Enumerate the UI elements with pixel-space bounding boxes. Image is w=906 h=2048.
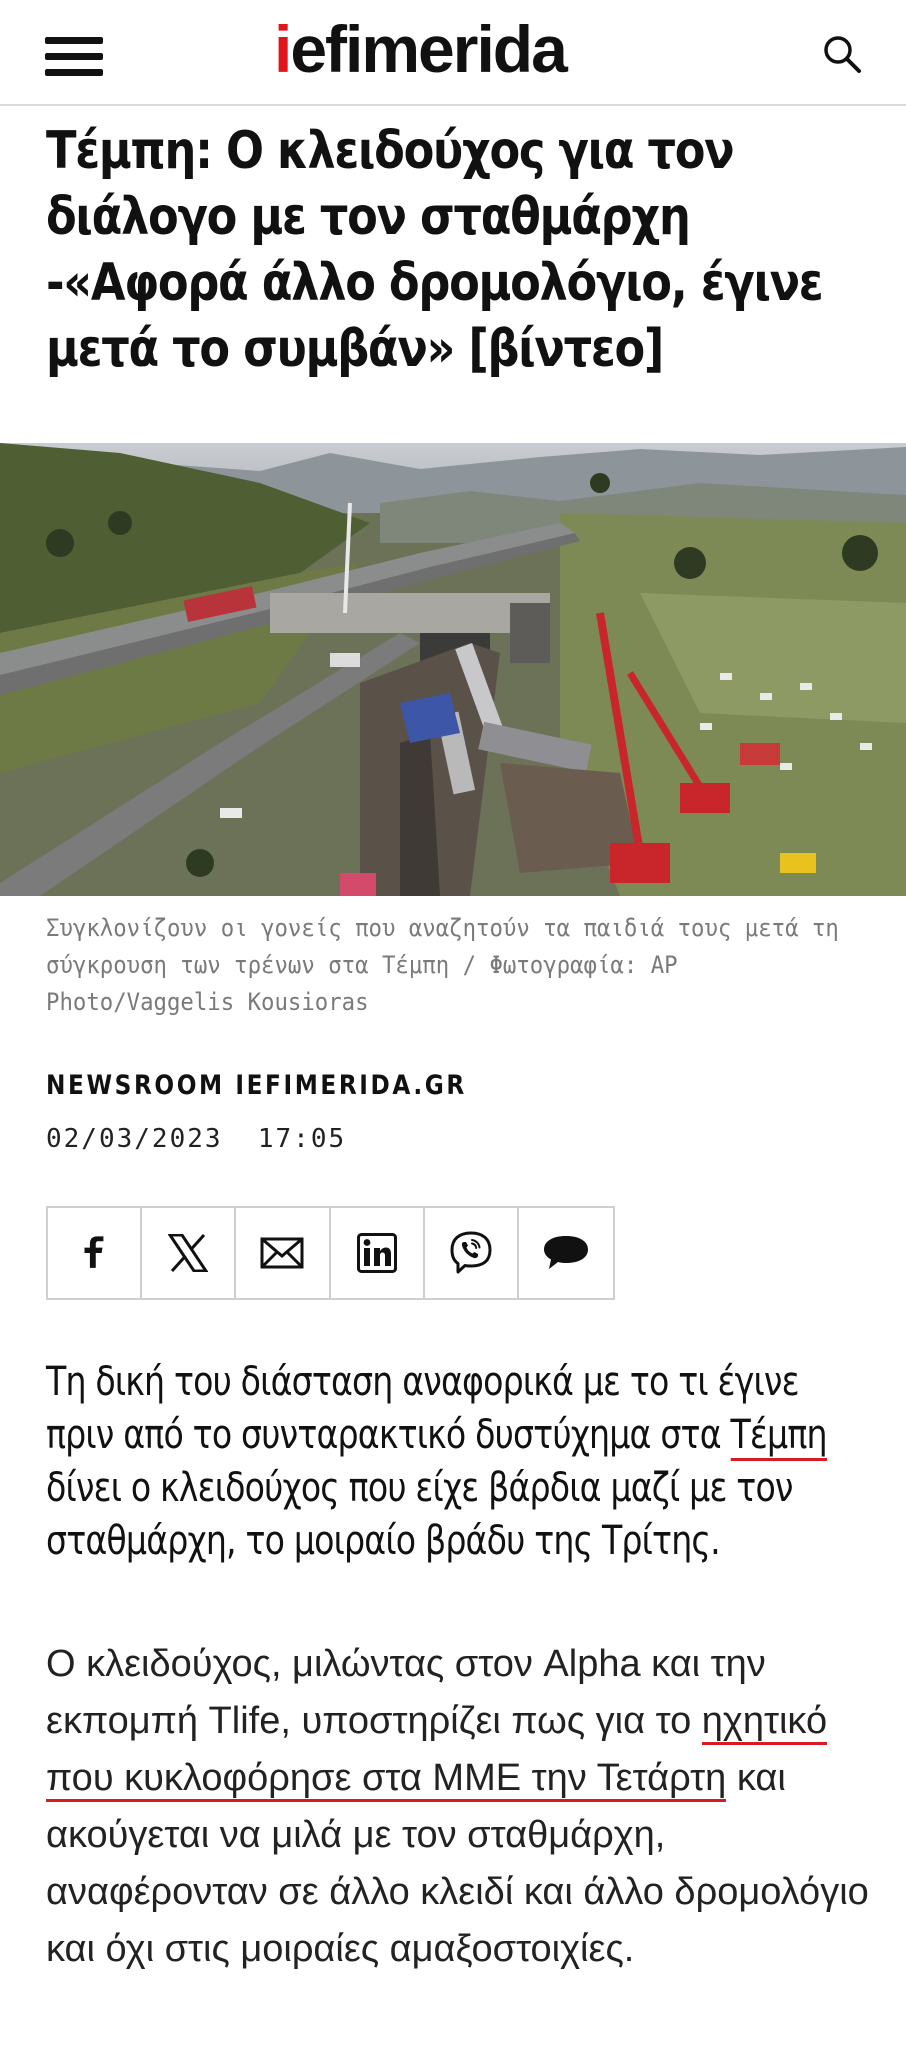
viber-icon [450, 1231, 492, 1275]
article-title: Τέμπη: Ο κλειδούχος για τον διάλογο με τον σταθμάρχη -«Αφορά άλλο δρομολόγιο, έγινε μετά το συμβάν» [βίντεο] [46, 121, 823, 379]
tempi-tag-link[interactable]: Τέμπη [730, 1412, 826, 1461]
facebook-share-button[interactable] [48, 1208, 142, 1298]
share-bar [46, 1206, 615, 1300]
logo-prefix: i [274, 12, 291, 86]
hamburger-menu-icon[interactable] [45, 34, 107, 78]
comment-icon [543, 1235, 589, 1271]
x-share-button[interactable] [142, 1208, 236, 1298]
audio-article-link[interactable]: ηχητικό που κυκλοφόρησε στα ΜΜΕ την Τετάρτη [46, 1700, 827, 1802]
body-text-before: Ο κλειδούχος, μιλώντας στον Alpha και την εκπομπή Tlife, υποστηρίζει πως για το [46, 1643, 766, 1742]
logo-text: efimerida [290, 12, 566, 86]
x-icon [168, 1234, 208, 1272]
author-byline[interactable]: NEWSROOM IEFIMERIDA.GR [46, 1070, 467, 1101]
viber-share-button[interactable] [425, 1208, 519, 1298]
time-value: 17:05 [257, 1124, 347, 1154]
article-body-paragraph [46, 1636, 876, 1978]
lead-text-before: Τη δική του διάσταση αναφορικά με το τι έγινε πριν από το συνταρακτικό δυστύχημα στα [46, 1359, 799, 1458]
date-value: 02/03/2023 [46, 1124, 223, 1154]
linkedin-share-button[interactable] [331, 1208, 425, 1298]
top-bar [0, 0, 906, 106]
facebook-icon [80, 1235, 108, 1271]
hero-photo[interactable] [0, 443, 906, 896]
email-icon [260, 1237, 304, 1269]
body-text-after: και ακούγεται να μιλά με τον σταθμάρχη, αναφέρονταν σε άλλο κλειδί και άλλο δρομολόγιο και όχι στις μοιραίες αμαξοστοιχίες. [46, 1757, 869, 1970]
article-lead [46, 1356, 868, 1568]
site-logo[interactable] [274, 14, 634, 84]
email-share-button[interactable] [236, 1208, 330, 1298]
publish-date [46, 1124, 346, 1154]
linkedin-icon [357, 1233, 397, 1273]
comments-button[interactable] [519, 1208, 613, 1298]
lead-text-after: δίνει ο κλειδούχος που είχε βάρδια μαζί με τον σταθμάρχη, το μοιραίο βράδυ της Τρίτης. [46, 1465, 793, 1564]
photo-caption: Συγκλονίζουν οι γονείς που αναζητούν τα παιδιά τους μετά τη σύγκρουση των τρένων στα Τέμπη / Φωτογραφία: AP Photo/Vaggelis Kousioras [46, 914, 839, 1016]
search-icon[interactable] [820, 32, 866, 78]
